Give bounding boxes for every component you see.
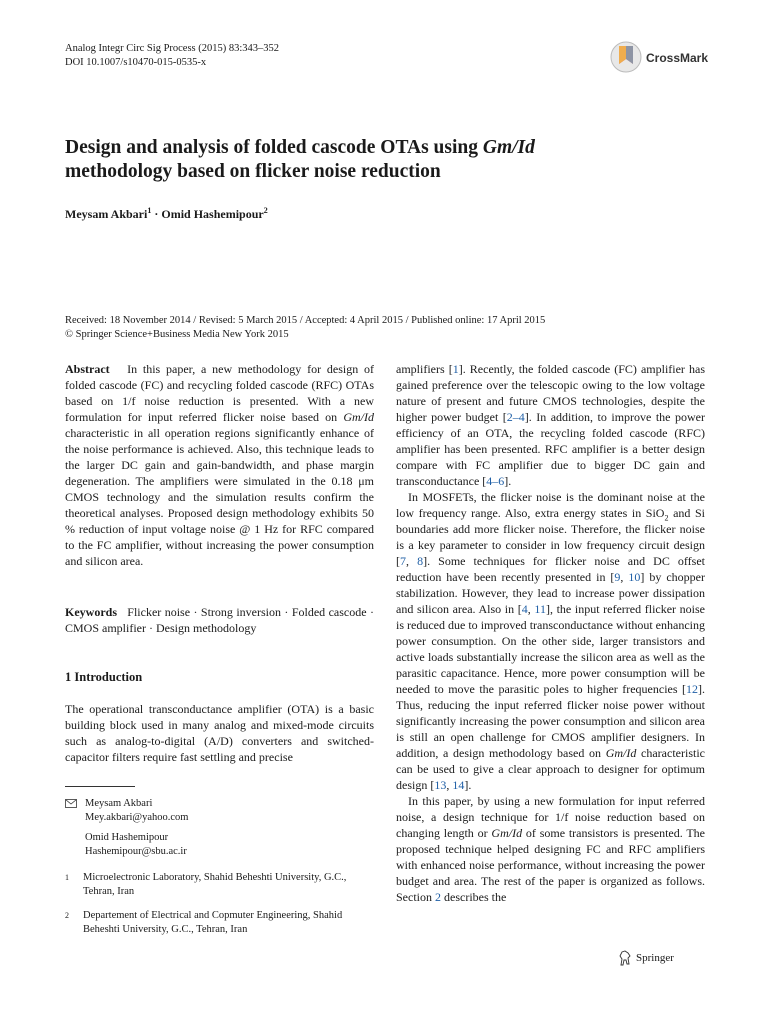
journal-citation: Analog Integr Circ Sig Process (2015) 83:343–352 bbox=[65, 43, 280, 54]
right-column bbox=[396, 361, 705, 905]
author-list bbox=[65, 207, 268, 222]
keywords bbox=[65, 604, 374, 636]
footnote-divider bbox=[65, 786, 135, 787]
affiliation-2: Departement of Electrical and Copmuter Engineering, Shahid Beheshti University, G.C., Tehran, Iran bbox=[83, 910, 343, 935]
abstract-text-2: characteristic in all operation regions significantly enhance of the noise performance is achieved. Also, this technique leads to the larger DC gain and gain-bandwidth, and phase margin degeneration. The amplifiers were simulated in the 0.18 μm CMOS technology and the simulation results confirm the theoretical analyses. Proposed design methodology exhibits 50 % reduction of input voltage noise @ 1 Hz for RFC compared to the FC amplifier, without increasing the power consumption and silicon area. bbox=[65, 426, 374, 568]
footnotes bbox=[65, 797, 374, 937]
journal-header bbox=[65, 42, 279, 70]
author-2[interactable]: Omid Hashemipour bbox=[161, 207, 264, 221]
title-italic: Gm/Id bbox=[482, 137, 535, 158]
citation-link[interactable]: 4 bbox=[521, 602, 528, 616]
doi[interactable]: DOI 10.1007/s10470-015-0535-x bbox=[65, 57, 207, 68]
citation-link[interactable]: 14 bbox=[452, 778, 465, 792]
publisher-name: Springer bbox=[636, 952, 674, 964]
intro-paragraph bbox=[65, 701, 374, 765]
abstract-text: In this paper, a new methodology for design of folded cascode (FC) and recycling folded cascode (RFC) OTAs based on 1/f noise reduction is presented. With a new formulation for input referred flicker noise based on bbox=[65, 362, 374, 424]
crossmark-label: CrossMark bbox=[646, 51, 709, 65]
abstract-gmid: Gm/Id bbox=[343, 410, 374, 424]
title-text-line2: methodology based on flicker noise reduction bbox=[65, 161, 441, 182]
author-separator: · bbox=[151, 207, 162, 221]
citation-link[interactable]: 10 bbox=[628, 570, 641, 584]
contact-name-2: Omid Hashemipour bbox=[85, 832, 169, 843]
citation-link[interactable]: 4–6 bbox=[486, 474, 505, 488]
contact-email-2[interactable]: Hashemipour@sbu.ac.ir bbox=[85, 846, 187, 857]
paper-title bbox=[65, 136, 705, 184]
abstract-label: Abstract bbox=[65, 362, 110, 376]
intro-text: The operational transconductance amplifier (OTA) is a basic building block used in many analog and mixed-mode circuits such as analog-to-digital (A/D) converters and switched-capacitor filters require fast settling and precise bbox=[65, 702, 374, 764]
springer-horse-icon bbox=[618, 950, 632, 966]
affil-number-1: 1 bbox=[65, 873, 69, 882]
publication-dates bbox=[65, 314, 725, 342]
affiliation-1: Microelectronic Laboratory, Shahid Beheshti University, G.C., Tehran, Iran bbox=[83, 872, 347, 897]
keywords-text: Flicker noise · Strong inversion · Folded cascode · CMOS amplifier · Design methodology bbox=[65, 605, 375, 635]
keywords-label: Keywords bbox=[65, 605, 117, 619]
citation-link[interactable]: 12 bbox=[686, 682, 698, 696]
author-1[interactable]: Meysam Akbari bbox=[65, 207, 148, 221]
citation-link[interactable]: 11 bbox=[534, 602, 546, 616]
abstract bbox=[65, 361, 374, 569]
para-right-1: amplifiers [1]. Recently, the folded cascode (FC) amplifier has gained preference over the telescopic owing to the low voltage nature of present and future CMOS technologies, despite the higher power budget [2–4]. In addition, to improve the power efficiency of an OTA, the recycling folded cascode (RFC) amplifier has been presented. RFC amplifier is a better design compare with FC amplifier due to bigger DC gain and transconductance [4–6]. bbox=[396, 362, 705, 488]
para-right-3: In this paper, by using a new formulation for input referred noise, a design technique for 1/f noise reduction based on changing length or Gm/Id of some transistors is presented. The proposed technique helped designing FC and RFC amplifiers with enhanced noise performance, without increasing the power budget and area. The rest of the paper is organized as follows. Section 2 describes the bbox=[396, 794, 706, 904]
section-link[interactable]: 2 bbox=[435, 890, 441, 904]
citation-link[interactable]: 9 bbox=[614, 570, 621, 584]
received-dates: Received: 18 November 2014 / Revised: 5 March 2015 / Accepted: 4 April 2015 / Published online: 17 April 2015 bbox=[65, 315, 546, 326]
citation-link[interactable]: 1 bbox=[452, 362, 459, 376]
title-text: Design and analysis of folded cascode OTAs using bbox=[65, 137, 483, 158]
crossmark-badge[interactable] bbox=[610, 40, 720, 76]
copyright: © Springer Science+Business Media New York 2015 bbox=[65, 329, 289, 340]
citation-link[interactable]: 2–4 bbox=[506, 410, 525, 424]
contact-name-1: Meysam Akbari bbox=[85, 798, 153, 809]
citation-link[interactable]: 8 bbox=[417, 554, 424, 568]
affil-number-2: 2 bbox=[65, 911, 69, 920]
publisher-footer bbox=[618, 950, 674, 966]
author-1-affil: 1 bbox=[147, 206, 152, 215]
contact-email-1[interactable]: Mey.akbari@yahoo.com bbox=[85, 812, 189, 823]
citation-link[interactable]: 7 bbox=[400, 554, 406, 568]
author-2-affil: 2 bbox=[263, 206, 268, 215]
para-right-2: In MOSFETs, the flicker noise is the dominant noise at the low frequency range. Also, extra energy states in SiO$_2$ and Si boundaries add more flicker noise. Therefore, the flicker noise is a key parameter to consider in low frequency circuit design [7, 8]. Some techniques for flicker noise and DC offset reduction have been recently presented in [9, 10] by chopper stabilization. However, they lead to increase power dissipation and silicon area. Also in [4, 11], the input referred flicker noise is reduced due to improved transconductance without enhancing power consumption. On the other side, larger transistors and active loads substantially increase the silicon area as well as the parasitic capacitance. Hence, more power consumption will be needed to move the parasitic poles to higher frequencies [12]. Thus, reducing the input referred flicker noise power without significantly increasing the power consumption and silicon area is still an open challenge for CMOS amplifier designers. In addition, a design methodology based on Gm/Id characteristic can be used to give a clear approach to designer for optimum design [13, 14]. bbox=[396, 490, 706, 792]
section-heading-intro: 1 Introduction bbox=[65, 670, 143, 684]
crossmark-icon bbox=[610, 40, 642, 74]
envelope-icon bbox=[65, 799, 77, 808]
citation-link[interactable]: 13 bbox=[434, 778, 447, 792]
